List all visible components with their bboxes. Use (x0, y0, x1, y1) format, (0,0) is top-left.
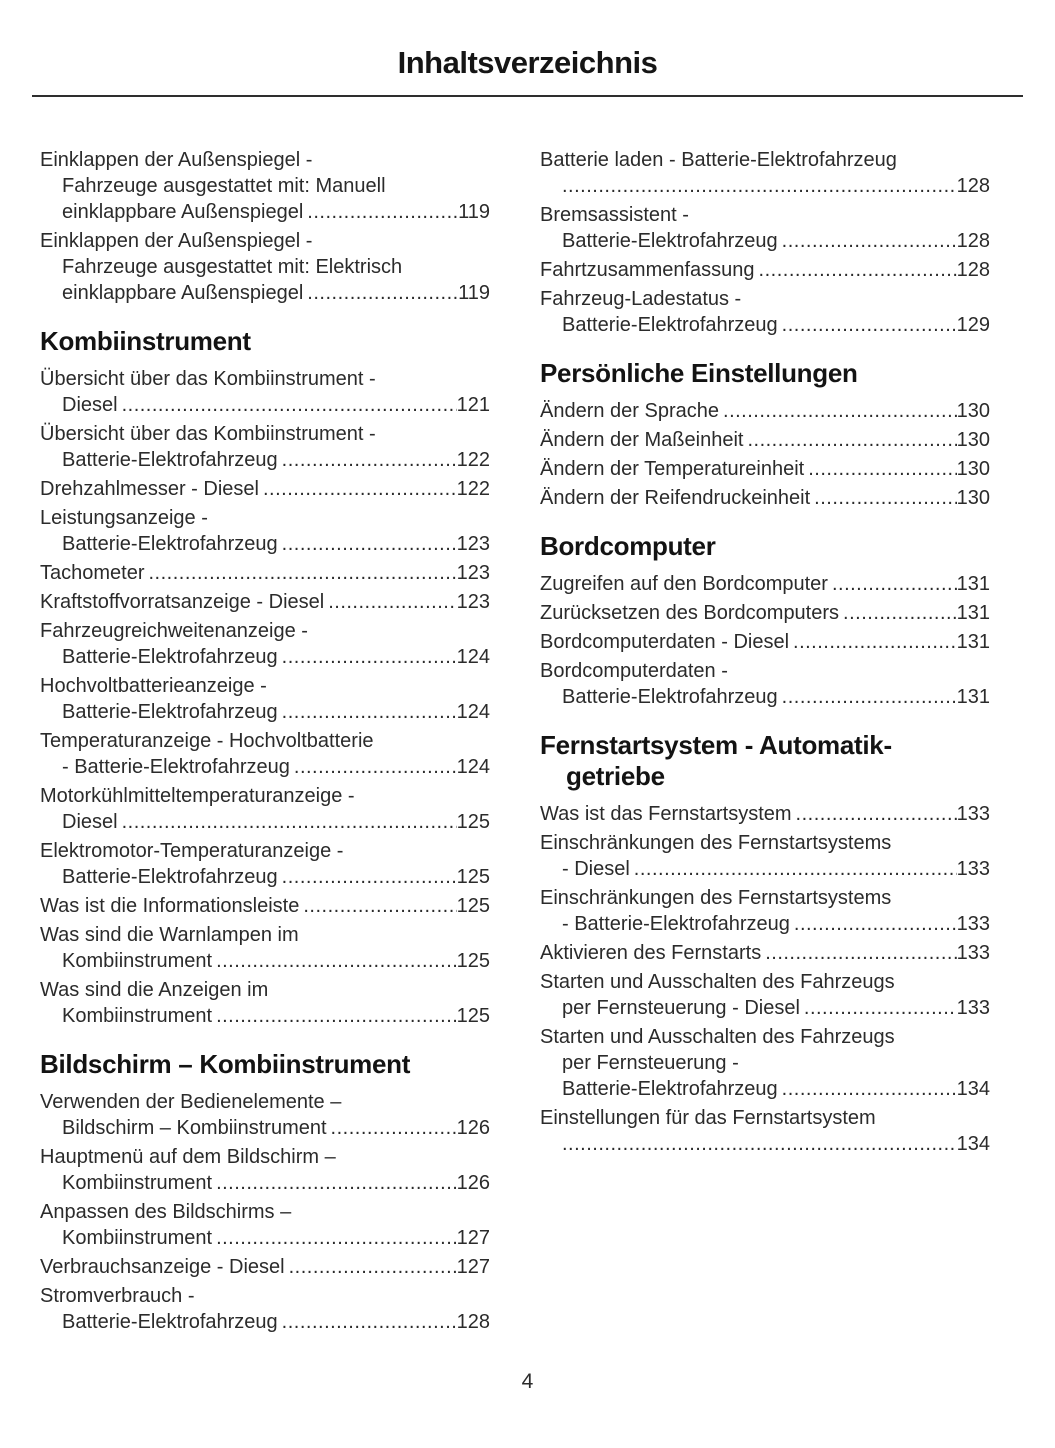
entry-text: Batterie-Elektrofahrzeug (62, 646, 278, 668)
dot-leader (814, 485, 956, 511)
entry-line (40, 447, 490, 473)
entry-line (40, 392, 490, 418)
entry-page-number: 130 (956, 400, 990, 422)
toc-entry (40, 1144, 490, 1196)
toc-entry (540, 202, 990, 254)
dot-leader (216, 1170, 457, 1196)
entry-line (540, 911, 990, 937)
entry-page-number: 130 (956, 429, 990, 451)
entry-text: Diesel (62, 394, 118, 416)
entry-page-number: 131 (956, 631, 990, 653)
entry-text: Batterie-Elektrofahrzeug (562, 314, 778, 336)
dot-leader (282, 447, 457, 473)
dot-leader (282, 1309, 457, 1335)
dot-leader (328, 589, 456, 615)
toc-entry (540, 658, 990, 710)
entry-line (40, 280, 490, 306)
entry-line (540, 228, 990, 254)
dot-leader (782, 312, 957, 338)
entry-text: Ändern der Sprache (540, 400, 720, 422)
dot-leader (794, 911, 957, 937)
entry-page-number: 134 (956, 1078, 990, 1100)
entry-line: Starten und Ausschalten des Fahrzeugs (540, 1026, 895, 1048)
entry-line: Fahrzeuge ausgestattet mit: Manuell (62, 175, 386, 197)
entry-text: Was ist die Informationsleiste (40, 895, 300, 917)
entry-text: Batterie-Elektrofahrzeug (62, 449, 278, 471)
dot-leader (149, 560, 457, 586)
entry-text: Zurücksetzen des Bordcomputers (540, 602, 840, 624)
dot-leader (294, 754, 457, 780)
entry-text: - Batterie-Elektrofahrzeug (62, 756, 290, 778)
toc-entry (40, 618, 490, 670)
entry-line (40, 1170, 490, 1196)
toc-entry (40, 1283, 490, 1335)
entry-page-number: 134 (956, 1133, 990, 1155)
entry-line (540, 1131, 990, 1157)
entry-page-number: 125 (456, 866, 490, 888)
dot-leader (282, 864, 457, 890)
toc-section (540, 147, 990, 338)
entry-text: Kombiinstrument (62, 1227, 213, 1249)
section-heading (540, 730, 990, 792)
toc-section (540, 730, 990, 1157)
entry-line: Einschränkungen des Fernstartsystems (540, 832, 892, 854)
dot-leader (307, 199, 458, 225)
entry-text: Aktivieren des Fernstarts (540, 942, 762, 964)
entry-line (40, 699, 490, 725)
toc-entry (40, 147, 490, 225)
dot-leader (843, 600, 957, 626)
entry-line: Übersicht über das Kombiinstrument - (40, 423, 376, 445)
entry-text: Kombiinstrument (62, 1005, 213, 1027)
dot-leader (331, 1115, 457, 1141)
toc-entry (40, 922, 490, 974)
entry-text: - Batterie-Elektrofahrzeug (562, 913, 790, 935)
entry-line: Stromverbrauch - (40, 1285, 195, 1307)
entry-line (540, 571, 990, 597)
entry-page-number: 128 (456, 1311, 490, 1333)
dot-leader (282, 699, 457, 725)
entry-page-number: 127 (456, 1256, 490, 1278)
section-heading (540, 531, 990, 562)
toc-entry (540, 147, 990, 199)
entry-page-number: 133 (956, 997, 990, 1019)
dot-leader (782, 228, 957, 254)
dot-leader (765, 940, 956, 966)
dot-leader (804, 995, 957, 1021)
toc-entry (540, 456, 990, 482)
toc-column-left (40, 147, 490, 1338)
entry-line (40, 1309, 490, 1335)
toc-entry (40, 673, 490, 725)
entry-line (540, 940, 990, 966)
entry-line: Hauptmenü auf dem Bildschirm – (40, 1146, 336, 1168)
entry-page-number: 129 (956, 314, 990, 336)
entry-page-number: 130 (956, 487, 990, 509)
section-heading (40, 326, 490, 357)
entry-line (40, 754, 490, 780)
dot-leader (303, 893, 456, 919)
entry-text: Ändern der Reifendruckeinheit (540, 487, 811, 509)
toc-entry (40, 1199, 490, 1251)
toc-entry (40, 476, 490, 502)
toc-entry (540, 398, 990, 424)
entry-line (540, 629, 990, 655)
entry-page-number: 124 (456, 646, 490, 668)
toc-entry (40, 560, 490, 586)
entry-line: Fahrzeuge ausgestattet mit: Elektrisch (62, 256, 403, 278)
entry-text: per Fernsteuerung - Diesel (562, 997, 800, 1019)
entry-line (540, 398, 990, 424)
entry-page-number: 119 (458, 282, 490, 304)
dot-leader (782, 1076, 957, 1102)
entry-text: Was ist das Fernstartsystem (540, 803, 792, 825)
toc-entry (40, 728, 490, 780)
entry-line: Bordcomputerdaten - (540, 660, 728, 682)
entry-line: Elektromotor-Temperaturanzeige - (40, 840, 344, 862)
entry-line: Einklappen der Außenspiegel - (40, 149, 313, 171)
toc-entry (540, 600, 990, 626)
entry-text: Batterie-Elektrofahrzeug (562, 230, 778, 252)
section-heading-line: Persönliche Einstellungen (540, 358, 858, 388)
section-heading-line: Fernstartsystem - Automatik- (540, 730, 892, 760)
entry-text: Batterie-Elektrofahrzeug (562, 1078, 778, 1100)
entry-page-number: 133 (956, 858, 990, 880)
toc-entry (40, 366, 490, 418)
entry-line: Leistungsanzeige - (40, 507, 208, 529)
entry-text: Verbrauchsanzeige - Diesel (40, 1256, 285, 1278)
dot-leader (216, 948, 457, 974)
toc-entry (40, 1089, 490, 1141)
entry-line (540, 801, 990, 827)
entry-page-number: 123 (456, 533, 490, 555)
toc-entry (540, 257, 990, 283)
dot-leader (263, 476, 457, 502)
entry-text: Tachometer (40, 562, 145, 584)
entry-line (40, 1003, 490, 1029)
entry-line (540, 427, 990, 453)
toc-entry (540, 885, 990, 937)
entry-text: Kombiinstrument (62, 950, 213, 972)
entry-line (540, 600, 990, 626)
entry-line (540, 1076, 990, 1102)
dot-leader (122, 392, 457, 418)
entry-line (40, 644, 490, 670)
entry-line: Einstellungen für das Fernstartsystem (540, 1107, 876, 1129)
dot-leader (808, 456, 956, 482)
entry-line (540, 456, 990, 482)
toc-section (40, 1049, 490, 1335)
toc-entry (40, 421, 490, 473)
entry-line: Batterie laden - Batterie-Elektrofahrzeug (540, 149, 897, 171)
entry-line (540, 312, 990, 338)
entry-page-number: 131 (956, 686, 990, 708)
dot-leader (782, 684, 957, 710)
entry-page-number: 122 (456, 478, 490, 500)
dot-leader (832, 571, 957, 597)
entry-page-number: 128 (956, 230, 990, 252)
entry-line (540, 257, 990, 283)
entry-line: Anpassen des Bildschirms – (40, 1201, 292, 1223)
toc-entry (40, 589, 490, 615)
entry-line (540, 173, 990, 199)
entry-page-number: 127 (456, 1227, 490, 1249)
entry-line: Fahrzeugreichweitenanzeige - (40, 620, 308, 642)
dot-leader (793, 629, 957, 655)
dot-leader (282, 531, 457, 557)
toc-entry (40, 228, 490, 306)
entry-line (40, 864, 490, 890)
entry-line (540, 684, 990, 710)
entry-page-number: 125 (456, 895, 490, 917)
entry-line: Was sind die Anzeigen im (40, 979, 269, 1001)
toc-entry (40, 893, 490, 919)
section-heading (540, 358, 990, 389)
entry-page-number: 125 (456, 811, 490, 833)
dot-leader (122, 809, 457, 835)
toc-entry (540, 629, 990, 655)
entry-page-number: 131 (956, 602, 990, 624)
toc-entry (540, 485, 990, 511)
toc-entry (40, 1254, 490, 1280)
toc-entry (540, 427, 990, 453)
entry-line (540, 485, 990, 511)
toc-entry (40, 783, 490, 835)
entry-page-number: 123 (456, 562, 490, 584)
page-title: Inhaltsverzeichnis (397, 45, 658, 80)
entry-line: per Fernsteuerung - (562, 1052, 739, 1074)
entry-line (40, 589, 490, 615)
entry-text: Batterie-Elektrofahrzeug (562, 686, 778, 708)
toc-entry (540, 940, 990, 966)
toc-section (540, 531, 990, 710)
section-heading-line: Kombiinstrument (40, 326, 251, 356)
entry-text: einklappbare Außenspiegel (62, 201, 304, 223)
entry-line: Bremsassistent - (540, 204, 689, 226)
entry-line (40, 1254, 490, 1280)
entry-page-number: 125 (456, 1005, 490, 1027)
toc-entry (540, 969, 990, 1021)
entry-line (40, 199, 490, 225)
entry-text: Kraftstoffvorratsanzeige - Diesel (40, 591, 325, 613)
entry-line: Motorkühlmitteltemperaturanzeige - (40, 785, 355, 807)
entry-page-number: 133 (956, 803, 990, 825)
dot-leader (747, 427, 956, 453)
toc-entry (540, 1024, 990, 1102)
entry-line (40, 893, 490, 919)
entry-line (40, 948, 490, 974)
entry-line: Einklappen der Außenspiegel - (40, 230, 313, 252)
entry-text: Batterie-Elektrofahrzeug (62, 701, 278, 723)
toc-entry (40, 505, 490, 557)
entry-text: Batterie-Elektrofahrzeug (62, 1311, 278, 1333)
entry-text: Zugreifen auf den Bordcomputer (540, 573, 828, 595)
entry-text: Ändern der Temperatureinheit (540, 458, 805, 480)
entry-page-number: 124 (456, 701, 490, 723)
entry-text: Ändern der Maßeinheit (540, 429, 744, 451)
entry-page-number: 119 (458, 201, 490, 223)
entry-page-number: 133 (956, 913, 990, 935)
toc-section (40, 326, 490, 1029)
section-heading-line: Bildschirm – Kombiinstrument (40, 1049, 411, 1079)
dot-leader (796, 801, 957, 827)
toc-section (40, 147, 490, 306)
toc-entry (540, 286, 990, 338)
entry-line: Temperaturanzeige - Hochvoltbatterie (40, 730, 374, 752)
dot-leader (562, 1131, 957, 1157)
entry-line: Fahrzeug-Ladestatus - (540, 288, 742, 310)
dot-leader (723, 398, 957, 424)
entry-text: Kombiinstrument (62, 1172, 213, 1194)
entry-page-number: 131 (956, 573, 990, 595)
section-heading-line: Bordcomputer (540, 531, 716, 561)
entry-line (40, 1225, 490, 1251)
entry-page-number: 133 (956, 942, 990, 964)
entry-text: Bordcomputerdaten - Diesel (540, 631, 790, 653)
toc-entry (40, 977, 490, 1029)
dot-leader (216, 1003, 457, 1029)
entry-page-number: 124 (456, 756, 490, 778)
entry-text: Drehzahlmesser - Diesel (40, 478, 259, 500)
entry-page-number: 121 (456, 394, 490, 416)
entry-line: Starten und Ausschalten des Fahrzeugs (540, 971, 895, 993)
entry-page-number: 126 (456, 1117, 490, 1139)
entry-line (40, 560, 490, 586)
dot-leader (759, 257, 957, 283)
dot-leader (562, 173, 957, 199)
entry-line: Hochvoltbatterieanzeige - (40, 675, 267, 697)
toc-columns (0, 97, 1055, 1338)
entry-text: einklappbare Außenspiegel (62, 282, 304, 304)
entry-text: Batterie-Elektrofahrzeug (62, 533, 278, 555)
section-heading (40, 1049, 490, 1080)
toc-entry (540, 801, 990, 827)
entry-page-number: 130 (956, 458, 990, 480)
entry-text: - Diesel (562, 858, 630, 880)
dot-leader (634, 856, 957, 882)
entry-text: Fahrtzusammenfassung (540, 259, 755, 281)
entry-page-number: 126 (456, 1172, 490, 1194)
entry-page-number: 128 (956, 175, 990, 197)
dot-leader (216, 1225, 457, 1251)
entry-line: Was sind die Warnlampen im (40, 924, 299, 946)
entry-text: Bildschirm – Kombiinstrument (62, 1117, 327, 1139)
toc-entry (540, 571, 990, 597)
entry-page-number: 128 (956, 259, 990, 281)
entry-line (540, 856, 990, 882)
toc-entry (540, 1105, 990, 1157)
toc-section (540, 358, 990, 511)
entry-page-number: 125 (456, 950, 490, 972)
entry-line (540, 995, 990, 1021)
dot-leader (307, 280, 458, 306)
entry-line: Übersicht über das Kombiinstrument - (40, 368, 376, 390)
entry-text: Diesel (62, 811, 118, 833)
entry-line (40, 809, 490, 835)
entry-line (40, 1115, 490, 1141)
page-number: 4 (521, 1370, 534, 1393)
section-heading-line: getriebe (566, 761, 665, 791)
toc-entry (40, 838, 490, 890)
entry-line (40, 531, 490, 557)
toc-entry (540, 830, 990, 882)
dot-leader (282, 644, 457, 670)
entry-line (40, 476, 490, 502)
dot-leader (289, 1254, 457, 1280)
entry-page-number: 122 (456, 449, 490, 471)
entry-text: Batterie-Elektrofahrzeug (62, 866, 278, 888)
entry-page-number: 123 (456, 591, 490, 613)
entry-line: Einschränkungen des Fernstartsystems (540, 887, 892, 909)
toc-column-right (540, 147, 990, 1338)
entry-line: Verwenden der Bedienelemente – (40, 1091, 342, 1113)
